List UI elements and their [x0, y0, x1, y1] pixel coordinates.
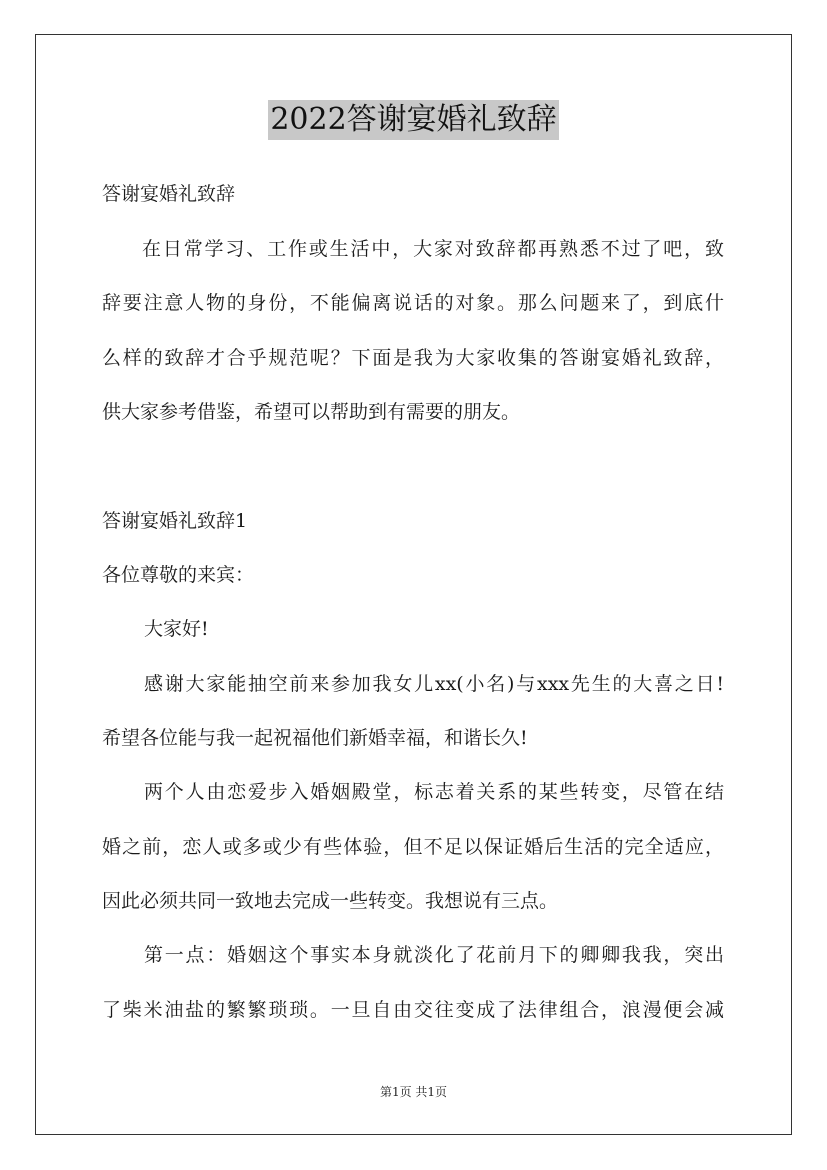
- paragraph-line: 因此必须共同一致地去完成一些转变。我想说有三点。: [102, 890, 559, 912]
- paragraph-line: 辞要注意人物的身份，不能偏离说话的对象。那么问题来了，到底什: [102, 292, 724, 314]
- paragraph-line: 感谢大家能抽空前来参加我女儿xx(小名)与xxx先生的大喜之日!: [144, 673, 724, 695]
- paragraph-line: 在日常学习、工作或生活中，大家对致辞都再熟悉不过了吧，致: [142, 238, 724, 260]
- paragraph-line: 两个人由恋爱步入婚姻殿堂，标志着关系的某些转变，尽管在结: [144, 781, 724, 803]
- subtitle-line: 答谢宴婚礼致辞: [102, 183, 236, 205]
- page-number-footer: 第1页 共1页: [379, 1085, 448, 1099]
- salutation-line: 各位尊敬的来宾：: [102, 564, 255, 586]
- greeting-line: 大家好!: [144, 618, 209, 640]
- paragraph-line: 希望各位能与我一起祝福他们新婚幸福，和谐长久!: [102, 727, 528, 749]
- paragraph-line: 第一点：婚姻这个事实本身就淡化了花前月下的卿卿我我，突出: [144, 944, 724, 966]
- section-heading: 答谢宴婚礼致辞1: [102, 510, 248, 532]
- paragraph-line: 供大家参考借鉴，希望可以帮助到有需要的朋友。: [102, 401, 521, 423]
- paragraph-line: 了柴米油盐的繁繁琐琐。一旦自由交往变成了法律组合，浪漫便会减: [102, 999, 724, 1021]
- title-container: [0, 100, 827, 140]
- paragraph-line: 婚之前，恋人或多或少有些体验，但不足以保证婚后生活的完全适应，: [102, 836, 724, 858]
- document-title: 2022答谢宴婚礼致辞: [268, 100, 558, 140]
- paragraph-line: 么样的致辞才合乎规范呢？下面是我为大家收集的答谢宴婚礼致辞，: [102, 347, 724, 369]
